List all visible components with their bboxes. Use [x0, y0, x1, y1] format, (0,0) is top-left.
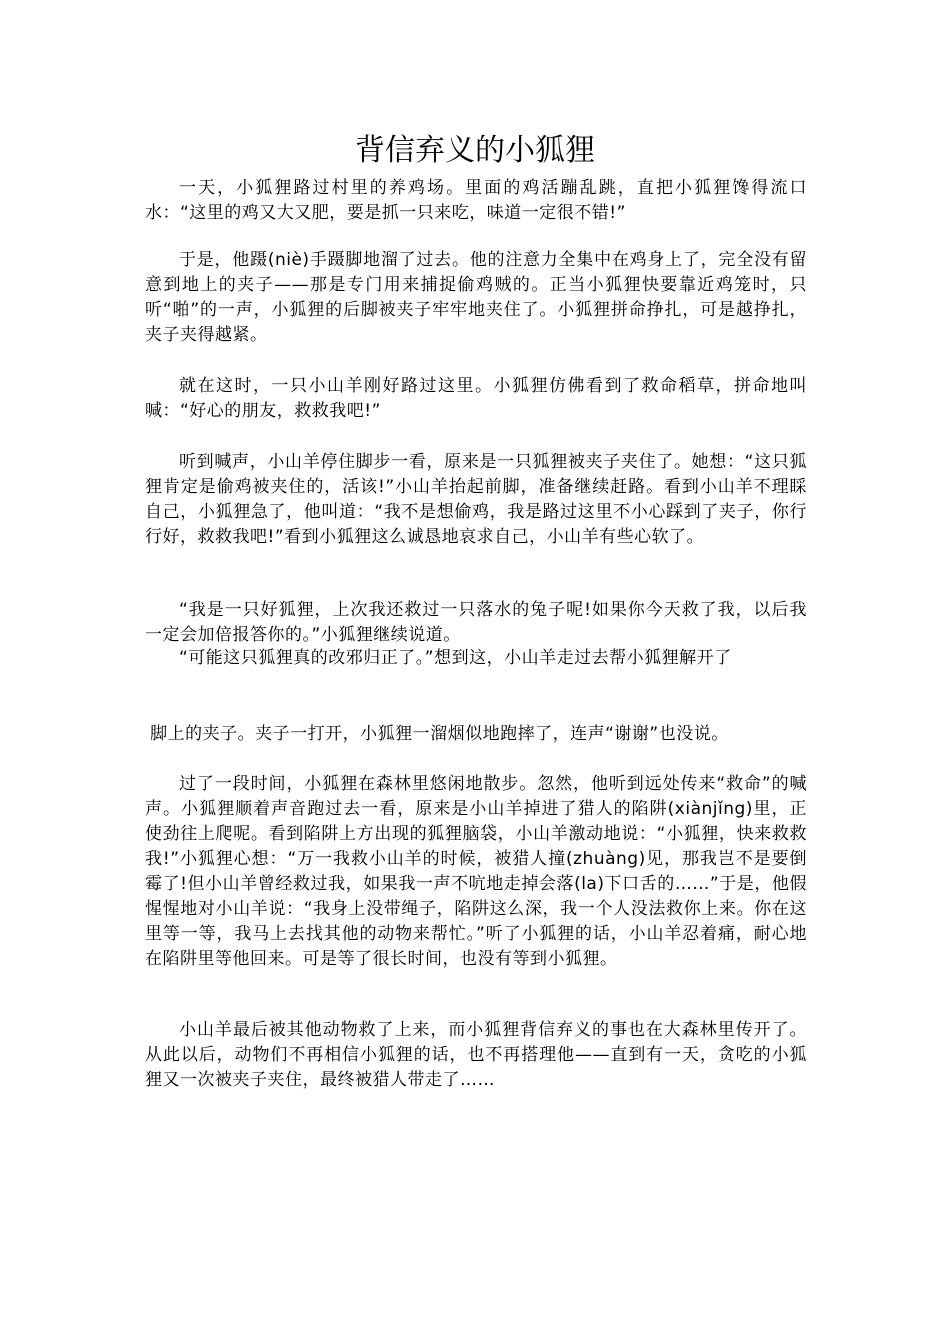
paragraph-4: 听到喊声，小山羊停住脚步一看，原来是一只狐狸被夹子夹住了。她想：“这只狐狸肯定是偷鸡被夹住的，活该!”小山羊抬起前脚，准备继续赶路。看到小山羊不理睬自己，小狐狸急了，他叫道：“我不是想偷鸡，我是路过这里不小心踩到了夹子，你行行好，救救我吧!”看到小狐狸这么诚恳地哀求自己，小山羊有些心软了。 [145, 452, 807, 547]
paragraph-1: 一天，小狐狸路过村里的养鸡场。里面的鸡活蹦乱跳，直把小狐狸馋得流口水：“这里的鸡又大又肥，要是抓一只来吃，味道一定很不错!” [145, 178, 807, 223]
story-title: 背信弃义的小狐狸 [355, 133, 595, 168]
paragraph-6-continued: 脚上的夹子。夹子一打开，小狐狸一溜烟似地跑摔了，连声“谢谢”也没说。 [150, 724, 729, 744]
paragraph-8: 小山羊最后被其他动物救了上来，而小狐狸背信弃义的事也在大森林里传开了。从此以后，动物们不再相信小狐狸的话，也不再搭理他——直到有一天，贪吃的小狐狸又一次被夹子夹住，最终被猎人带走了…… [145, 1020, 807, 1090]
paragraph-3: 就在这时，一只小山羊刚好路过这里。小狐狸仿佛看到了救命稻草，拼命地叫喊：“好心的朋友，救救我吧!” [145, 376, 807, 421]
paragraph-7: 过了一段时间，小狐狸在森林里悠闲地散步。忽然，他听到远处传来“救命”的喊声。小狐狸顺着声音跑过去一看，原来是小山羊掉进了猎人的陷阱(xiànjǐng)里，正使劲往上爬呢。看到陷阱上方出现的狐狸脑袋，小山羊激动地说：“小狐狸，快来救救我!”小狐狸心想：“万一我救小山羊的时候，被猎人撞(zhuàng)见，那我岂不是要倒霉了!但小山羊曾经救过我，如果我一声不吭地走掉会落(la)下口舌的……”于是，他假惺惺地对小山羊说：“我身上没带绳子，陷阱这么深，我一个人没法救你上来。你在这里等一等，我马上去找其他的动物来帮忙。”听了小狐狸的话，小山羊忍着痛，耐心地在陷阱里等他回来。可是等了很长时间，也没有等到小狐狸。 [145, 774, 807, 969]
paragraph-2: 于是，他蹑(niè)手蹑脚地溜了过去。他的注意力全集中在鸡身上了，完全没有留意到地上的夹子——那是专门用来捕捉偷鸡贼的。正当小狐狸快要靠近鸡笼时，只听“啪”的一声，小狐狸的后脚被夹子牢牢地夹住了。小狐狸拼命挣扎，可是越挣扎，夹子夹得越紧。 [145, 250, 807, 345]
paragraph-6: “可能这只狐狸真的改邪归正了。”想到这，小山羊走过去帮小狐狸解开了 [179, 648, 732, 668]
paragraph-5: “我是一只好狐狸，上次我还救过一只落水的兔子呢!如果你今天救了我，以后我一定会加倍报答你的。”小狐狸继续说道。 [145, 600, 807, 645]
